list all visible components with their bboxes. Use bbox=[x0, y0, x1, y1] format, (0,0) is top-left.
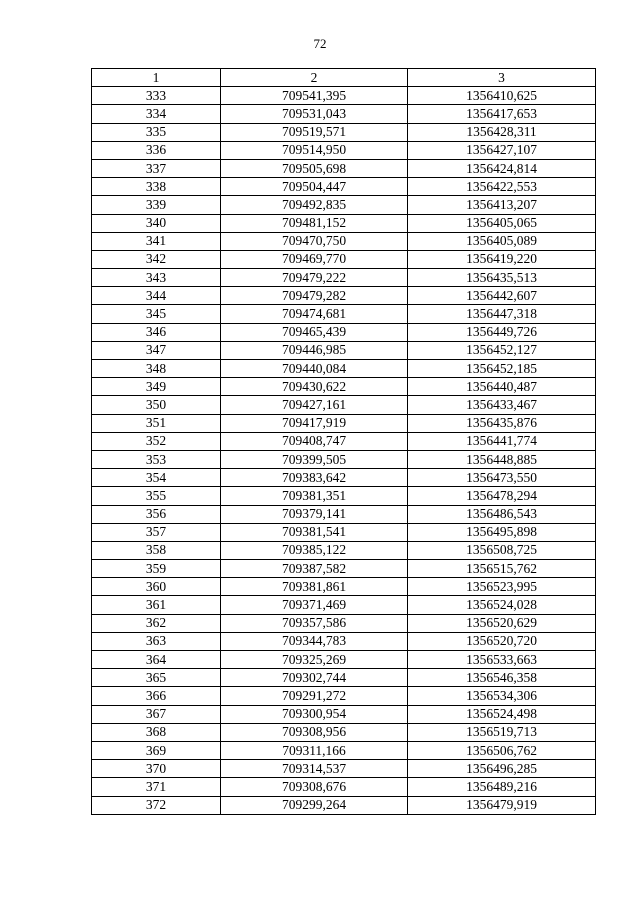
point-number-cell: 362 bbox=[92, 614, 221, 632]
point-number-cell: 356 bbox=[92, 505, 221, 523]
point-number-cell: 342 bbox=[92, 250, 221, 268]
point-number-cell: 351 bbox=[92, 414, 221, 432]
table-row bbox=[92, 705, 596, 723]
point-number-cell: 372 bbox=[92, 796, 221, 814]
point-number-cell: 368 bbox=[92, 723, 221, 741]
table-row bbox=[92, 523, 596, 541]
y-coordinate-cell: 1356473,550 bbox=[408, 469, 596, 487]
y-coordinate-cell: 1356440,487 bbox=[408, 378, 596, 396]
table-row bbox=[92, 305, 596, 323]
y-coordinate-cell: 1356524,028 bbox=[408, 596, 596, 614]
point-number-cell: 338 bbox=[92, 178, 221, 196]
table-row bbox=[92, 796, 596, 814]
point-number-cell: 348 bbox=[92, 360, 221, 378]
x-coordinate-cell: 709481,152 bbox=[221, 214, 408, 232]
x-coordinate-cell: 709344,783 bbox=[221, 632, 408, 650]
table-row bbox=[92, 250, 596, 268]
point-number-cell: 354 bbox=[92, 469, 221, 487]
y-coordinate-cell: 1356495,898 bbox=[408, 523, 596, 541]
y-coordinate-cell: 1356533,663 bbox=[408, 651, 596, 669]
x-coordinate-cell: 709465,439 bbox=[221, 323, 408, 341]
y-coordinate-cell: 1356413,207 bbox=[408, 196, 596, 214]
y-coordinate-cell: 1356417,653 bbox=[408, 105, 596, 123]
table-row bbox=[92, 432, 596, 450]
x-coordinate-cell: 709504,447 bbox=[221, 178, 408, 196]
point-number-cell: 335 bbox=[92, 123, 221, 141]
y-coordinate-cell: 1356520,629 bbox=[408, 614, 596, 632]
y-coordinate-cell: 1356496,285 bbox=[408, 760, 596, 778]
table-row bbox=[92, 360, 596, 378]
y-coordinate-cell: 1356435,513 bbox=[408, 269, 596, 287]
table-row bbox=[92, 141, 596, 159]
table-row bbox=[92, 323, 596, 341]
x-coordinate-cell: 709381,541 bbox=[221, 523, 408, 541]
y-coordinate-cell: 1356448,885 bbox=[408, 450, 596, 468]
table-row bbox=[92, 414, 596, 432]
point-number-cell: 355 bbox=[92, 487, 221, 505]
y-coordinate-cell: 1356424,814 bbox=[408, 159, 596, 177]
table-row bbox=[92, 651, 596, 669]
y-coordinate-cell: 1356523,995 bbox=[408, 578, 596, 596]
point-number-cell: 364 bbox=[92, 651, 221, 669]
x-coordinate-cell: 709299,264 bbox=[221, 796, 408, 814]
point-number-cell: 371 bbox=[92, 778, 221, 796]
x-coordinate-cell: 709387,582 bbox=[221, 560, 408, 578]
table-row bbox=[92, 269, 596, 287]
x-coordinate-cell: 709314,537 bbox=[221, 760, 408, 778]
y-coordinate-cell: 1356447,318 bbox=[408, 305, 596, 323]
table-row bbox=[92, 450, 596, 468]
x-coordinate-cell: 709417,919 bbox=[221, 414, 408, 432]
x-coordinate-cell: 709514,950 bbox=[221, 141, 408, 159]
table-row bbox=[92, 396, 596, 414]
coordinates-table bbox=[91, 68, 596, 815]
table-row bbox=[92, 614, 596, 632]
x-coordinate-cell: 709300,954 bbox=[221, 705, 408, 723]
table-row bbox=[92, 378, 596, 396]
x-coordinate-cell: 709519,571 bbox=[221, 123, 408, 141]
column-header: 3 bbox=[408, 69, 596, 87]
table-row bbox=[92, 687, 596, 705]
point-number-cell: 347 bbox=[92, 341, 221, 359]
point-number-cell: 341 bbox=[92, 232, 221, 250]
y-coordinate-cell: 1356405,065 bbox=[408, 214, 596, 232]
x-coordinate-cell: 709381,351 bbox=[221, 487, 408, 505]
y-coordinate-cell: 1356520,720 bbox=[408, 632, 596, 650]
table-row bbox=[92, 469, 596, 487]
point-number-cell: 337 bbox=[92, 159, 221, 177]
x-coordinate-cell: 709302,744 bbox=[221, 669, 408, 687]
point-number-cell: 340 bbox=[92, 214, 221, 232]
table-row bbox=[92, 723, 596, 741]
x-coordinate-cell: 709427,161 bbox=[221, 396, 408, 414]
table-row bbox=[92, 341, 596, 359]
x-coordinate-cell: 709479,282 bbox=[221, 287, 408, 305]
x-coordinate-cell: 709371,469 bbox=[221, 596, 408, 614]
y-coordinate-cell: 1356479,919 bbox=[408, 796, 596, 814]
y-coordinate-cell: 1356441,774 bbox=[408, 432, 596, 450]
x-coordinate-cell: 709469,770 bbox=[221, 250, 408, 268]
point-number-cell: 339 bbox=[92, 196, 221, 214]
y-coordinate-cell: 1356442,607 bbox=[408, 287, 596, 305]
x-coordinate-cell: 709505,698 bbox=[221, 159, 408, 177]
table-row bbox=[92, 541, 596, 559]
y-coordinate-cell: 1356546,358 bbox=[408, 669, 596, 687]
x-coordinate-cell: 709440,084 bbox=[221, 360, 408, 378]
x-coordinate-cell: 709308,956 bbox=[221, 723, 408, 741]
table-header-row bbox=[92, 69, 596, 87]
table-body bbox=[92, 87, 596, 815]
x-coordinate-cell: 709311,166 bbox=[221, 741, 408, 759]
point-number-cell: 334 bbox=[92, 105, 221, 123]
y-coordinate-cell: 1356524,498 bbox=[408, 705, 596, 723]
x-coordinate-cell: 709408,747 bbox=[221, 432, 408, 450]
x-coordinate-cell: 709470,750 bbox=[221, 232, 408, 250]
point-number-cell: 350 bbox=[92, 396, 221, 414]
point-number-cell: 365 bbox=[92, 669, 221, 687]
table-row bbox=[92, 487, 596, 505]
x-coordinate-cell: 709385,122 bbox=[221, 541, 408, 559]
y-coordinate-cell: 1356519,713 bbox=[408, 723, 596, 741]
column-header: 2 bbox=[221, 69, 408, 87]
y-coordinate-cell: 1356405,089 bbox=[408, 232, 596, 250]
x-coordinate-cell: 709446,985 bbox=[221, 341, 408, 359]
x-coordinate-cell: 709492,835 bbox=[221, 196, 408, 214]
x-coordinate-cell: 709379,141 bbox=[221, 505, 408, 523]
x-coordinate-cell: 709381,861 bbox=[221, 578, 408, 596]
table-row bbox=[92, 214, 596, 232]
y-coordinate-cell: 1356427,107 bbox=[408, 141, 596, 159]
y-coordinate-cell: 1356508,725 bbox=[408, 541, 596, 559]
point-number-cell: 346 bbox=[92, 323, 221, 341]
table-row bbox=[92, 196, 596, 214]
point-number-cell: 359 bbox=[92, 560, 221, 578]
point-number-cell: 345 bbox=[92, 305, 221, 323]
y-coordinate-cell: 1356435,876 bbox=[408, 414, 596, 432]
table-row bbox=[92, 87, 596, 105]
y-coordinate-cell: 1356428,311 bbox=[408, 123, 596, 141]
y-coordinate-cell: 1356515,762 bbox=[408, 560, 596, 578]
y-coordinate-cell: 1356478,294 bbox=[408, 487, 596, 505]
x-coordinate-cell: 709383,642 bbox=[221, 469, 408, 487]
point-number-cell: 358 bbox=[92, 541, 221, 559]
table-row bbox=[92, 669, 596, 687]
y-coordinate-cell: 1356449,726 bbox=[408, 323, 596, 341]
y-coordinate-cell: 1356422,553 bbox=[408, 178, 596, 196]
point-number-cell: 363 bbox=[92, 632, 221, 650]
table-row bbox=[92, 760, 596, 778]
table-row bbox=[92, 578, 596, 596]
table-row bbox=[92, 596, 596, 614]
y-coordinate-cell: 1356419,220 bbox=[408, 250, 596, 268]
x-coordinate-cell: 709479,222 bbox=[221, 269, 408, 287]
point-number-cell: 352 bbox=[92, 432, 221, 450]
y-coordinate-cell: 1356486,543 bbox=[408, 505, 596, 523]
point-number-cell: 336 bbox=[92, 141, 221, 159]
y-coordinate-cell: 1356452,185 bbox=[408, 360, 596, 378]
y-coordinate-cell: 1356506,762 bbox=[408, 741, 596, 759]
table-row bbox=[92, 232, 596, 250]
point-number-cell: 367 bbox=[92, 705, 221, 723]
point-number-cell: 344 bbox=[92, 287, 221, 305]
point-number-cell: 361 bbox=[92, 596, 221, 614]
table-row bbox=[92, 632, 596, 650]
table-row bbox=[92, 778, 596, 796]
x-coordinate-cell: 709474,681 bbox=[221, 305, 408, 323]
page-number: 72 bbox=[313, 36, 327, 51]
point-number-cell: 357 bbox=[92, 523, 221, 541]
table-row bbox=[92, 159, 596, 177]
point-number-cell: 369 bbox=[92, 741, 221, 759]
point-number-cell: 366 bbox=[92, 687, 221, 705]
point-number-cell: 370 bbox=[92, 760, 221, 778]
y-coordinate-cell: 1356452,127 bbox=[408, 341, 596, 359]
x-coordinate-cell: 709541,395 bbox=[221, 87, 408, 105]
x-coordinate-cell: 709325,269 bbox=[221, 651, 408, 669]
x-coordinate-cell: 709357,586 bbox=[221, 614, 408, 632]
y-coordinate-cell: 1356410,625 bbox=[408, 87, 596, 105]
x-coordinate-cell: 709399,505 bbox=[221, 450, 408, 468]
y-coordinate-cell: 1356433,467 bbox=[408, 396, 596, 414]
y-coordinate-cell: 1356534,306 bbox=[408, 687, 596, 705]
x-coordinate-cell: 709430,622 bbox=[221, 378, 408, 396]
table-row bbox=[92, 741, 596, 759]
table-row bbox=[92, 287, 596, 305]
x-coordinate-cell: 709291,272 bbox=[221, 687, 408, 705]
x-coordinate-cell: 709308,676 bbox=[221, 778, 408, 796]
table-row bbox=[92, 105, 596, 123]
table-row bbox=[92, 560, 596, 578]
table-row bbox=[92, 178, 596, 196]
point-number-cell: 349 bbox=[92, 378, 221, 396]
x-coordinate-cell: 709531,043 bbox=[221, 105, 408, 123]
point-number-cell: 353 bbox=[92, 450, 221, 468]
column-header: 1 bbox=[92, 69, 221, 87]
table-row bbox=[92, 505, 596, 523]
point-number-cell: 360 bbox=[92, 578, 221, 596]
y-coordinate-cell: 1356489,216 bbox=[408, 778, 596, 796]
table-row bbox=[92, 123, 596, 141]
point-number-cell: 333 bbox=[92, 87, 221, 105]
point-number-cell: 343 bbox=[92, 269, 221, 287]
